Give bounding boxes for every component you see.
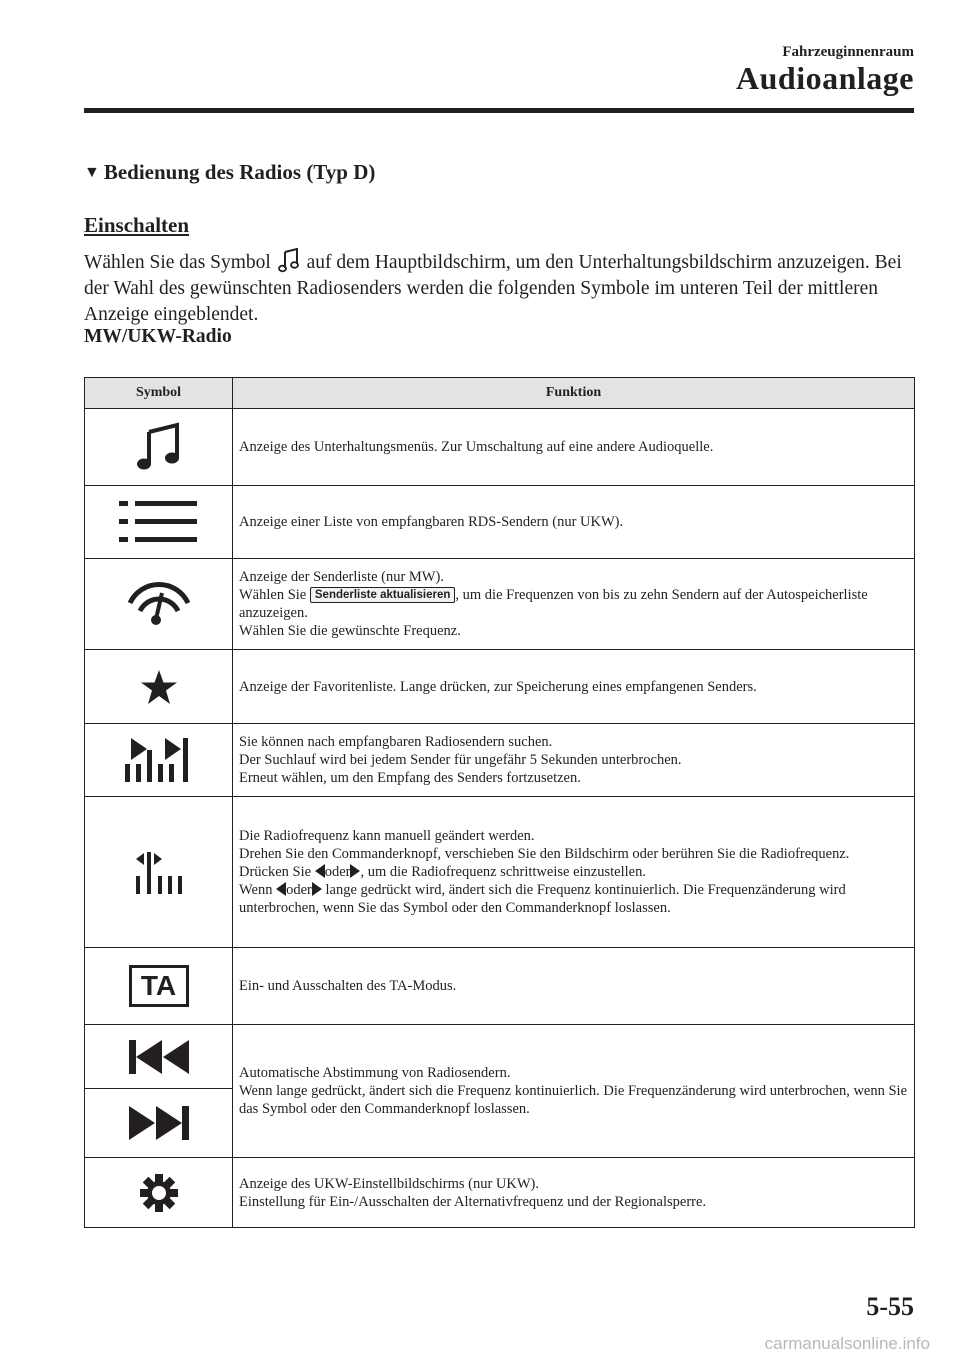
function-text [239, 586, 908, 622]
text-fragment: oder [324, 864, 351, 880]
function-text [239, 863, 908, 881]
text-fragment: Wenn [239, 882, 277, 898]
text-fragment: oder [286, 882, 312, 898]
list-icon [119, 497, 199, 547]
symbol-cell [85, 650, 233, 724]
symbol-cell [85, 797, 233, 948]
header-title: Audioanlage [736, 60, 914, 96]
music-note-icon [135, 422, 183, 472]
table-row [85, 797, 915, 948]
function-text: Der Suchlauf wird bei jedem Sender für ungefähr 5 Sekunden unterbrochen. [239, 752, 682, 768]
symbol-cell [85, 1158, 233, 1228]
intro-part2: auf dem Hauptbildschirm, um den Unterhaltungsbildschirm anzuzeigen. Bei der Wahl des gewünschten Radiosenders werden die folgenden Symbole im unteren Teil der mittleren Anzeige eingeblendet. [84, 252, 902, 325]
triangle-right-icon [312, 882, 322, 896]
symbol-cell [85, 486, 233, 559]
symbol-cell [85, 1089, 233, 1158]
triangle-left-icon [315, 864, 325, 878]
function-text [239, 881, 908, 917]
function-text: Anzeige einer Liste von empfangbaren RDS-Sendern (nur UKW). [239, 514, 624, 530]
text-fragment: , um die Frequenzen von bis zu zehn Sendern auf der Autospeicherliste anzuzeigen. [239, 587, 868, 621]
table-row [85, 409, 915, 486]
header-rule [84, 108, 914, 113]
skip-back-icon [129, 1040, 189, 1074]
senderliste-aktualisieren-button[interactable]: Senderliste aktualisieren [310, 587, 456, 603]
skip-forward-icon [129, 1106, 189, 1140]
function-text: Drehen Sie den Commanderknopf, verschieben Sie den Bildschirm oder berühren Sie die Radiofrequenz. [239, 846, 850, 862]
table-row [85, 1158, 915, 1228]
function-text: Anzeige der Favoritenliste. Lange drücken, zur Speicherung eines empfangenen Senders. [239, 678, 757, 695]
function-cell [233, 486, 915, 559]
function-text: Wählen Sie die gewünschte Frequenz. [239, 623, 461, 639]
text-fragment: , um die Radiofrequenz schrittweise einzustellen. [360, 864, 646, 880]
function-cell [233, 724, 915, 797]
table-row [85, 948, 915, 1025]
function-text: Wenn lange gedrückt, ändert sich die Frequenz kontinuierlich. Die Frequenzänderung wird unterbrochen, wenn Sie das Symbol oder den Commanderknopf loslassen. [239, 1083, 908, 1117]
function-text: Sie können nach empfangbaren Radiosendern suchen. [239, 734, 553, 750]
symbol-cell [85, 948, 233, 1025]
subsection-title: Einschalten [84, 213, 190, 237]
scan-icon [125, 736, 193, 784]
table-row [85, 650, 915, 724]
symbol-cell [85, 1025, 233, 1089]
text-fragment: Drücken Sie [239, 864, 315, 880]
table-row [85, 1025, 915, 1089]
table-row [85, 559, 915, 650]
manual-tune-icon [134, 848, 184, 896]
function-column-header: Funktion [233, 378, 915, 409]
function-text: Erneut wählen, um den Empfang des Senders fortzusetzen. [239, 770, 581, 786]
function-text: Automatische Abstimmung von Radiosendern. [239, 1065, 511, 1081]
function-text: Ein- und Ausschalten des TA-Modus. [239, 978, 457, 994]
function-cell [233, 1158, 915, 1228]
function-cell [233, 409, 915, 486]
intro-paragraph [84, 248, 924, 328]
symbol-cell [85, 409, 233, 486]
function-text: Anzeige des Unterhaltungsmenüs. Zur Umschaltung auf eine andere Audioquelle. [239, 439, 714, 455]
section-title-text: Bedienung des Radios (Typ D) [103, 160, 376, 184]
function-cell [233, 797, 915, 948]
table-row [85, 486, 915, 559]
table-row [85, 724, 915, 797]
function-text: Die Radiofrequenz kann manuell geändert werden. [239, 828, 535, 844]
table-header-row [85, 378, 915, 409]
symbol-column-header: Symbol [85, 378, 233, 409]
star-icon [140, 669, 178, 705]
function-text: Anzeige der Senderliste (nur MW). [239, 569, 444, 585]
function-text: Einstellung für Ein-/Ausschalten der Alternativfrequenz und der Regionalsperre. [239, 1193, 707, 1210]
intro-part1: Wählen Sie das Symbol [84, 252, 276, 273]
function-cell [233, 650, 915, 724]
symbol-cell [85, 559, 233, 650]
symbol-cell [85, 724, 233, 797]
function-text: Anzeige des UKW-Einstellbildschirms (nur UKW). [239, 1175, 539, 1192]
text-fragment: lange gedrückt wird, ändert sich die Frequenz kontinuierlich. Die Frequenzänderung wird unterbrochen, wenn Sie das Symbol oder den Commanderknopf loslassen. [239, 882, 846, 916]
triangle-left-icon [276, 882, 286, 896]
section-title [84, 160, 375, 185]
text-fragment: Wählen Sie [239, 587, 310, 603]
music-note-icon [278, 248, 300, 274]
watermark: carmanualsonline.info [764, 1334, 930, 1353]
symbol-function-table [84, 377, 915, 1228]
station-list-icon [126, 581, 192, 627]
header-category: Fahrzeuginnenraum [782, 44, 914, 60]
ta-icon: TA [129, 965, 189, 1007]
gear-icon [139, 1173, 179, 1213]
section-marker-icon: ▼ [84, 163, 100, 181]
function-cell [233, 948, 915, 1025]
function-cell [233, 559, 915, 650]
function-cell [233, 1025, 915, 1158]
radio-type-heading: MW/UKW-Radio [84, 326, 232, 347]
page-number: 5-55 [866, 1292, 914, 1321]
triangle-right-icon [350, 864, 360, 878]
